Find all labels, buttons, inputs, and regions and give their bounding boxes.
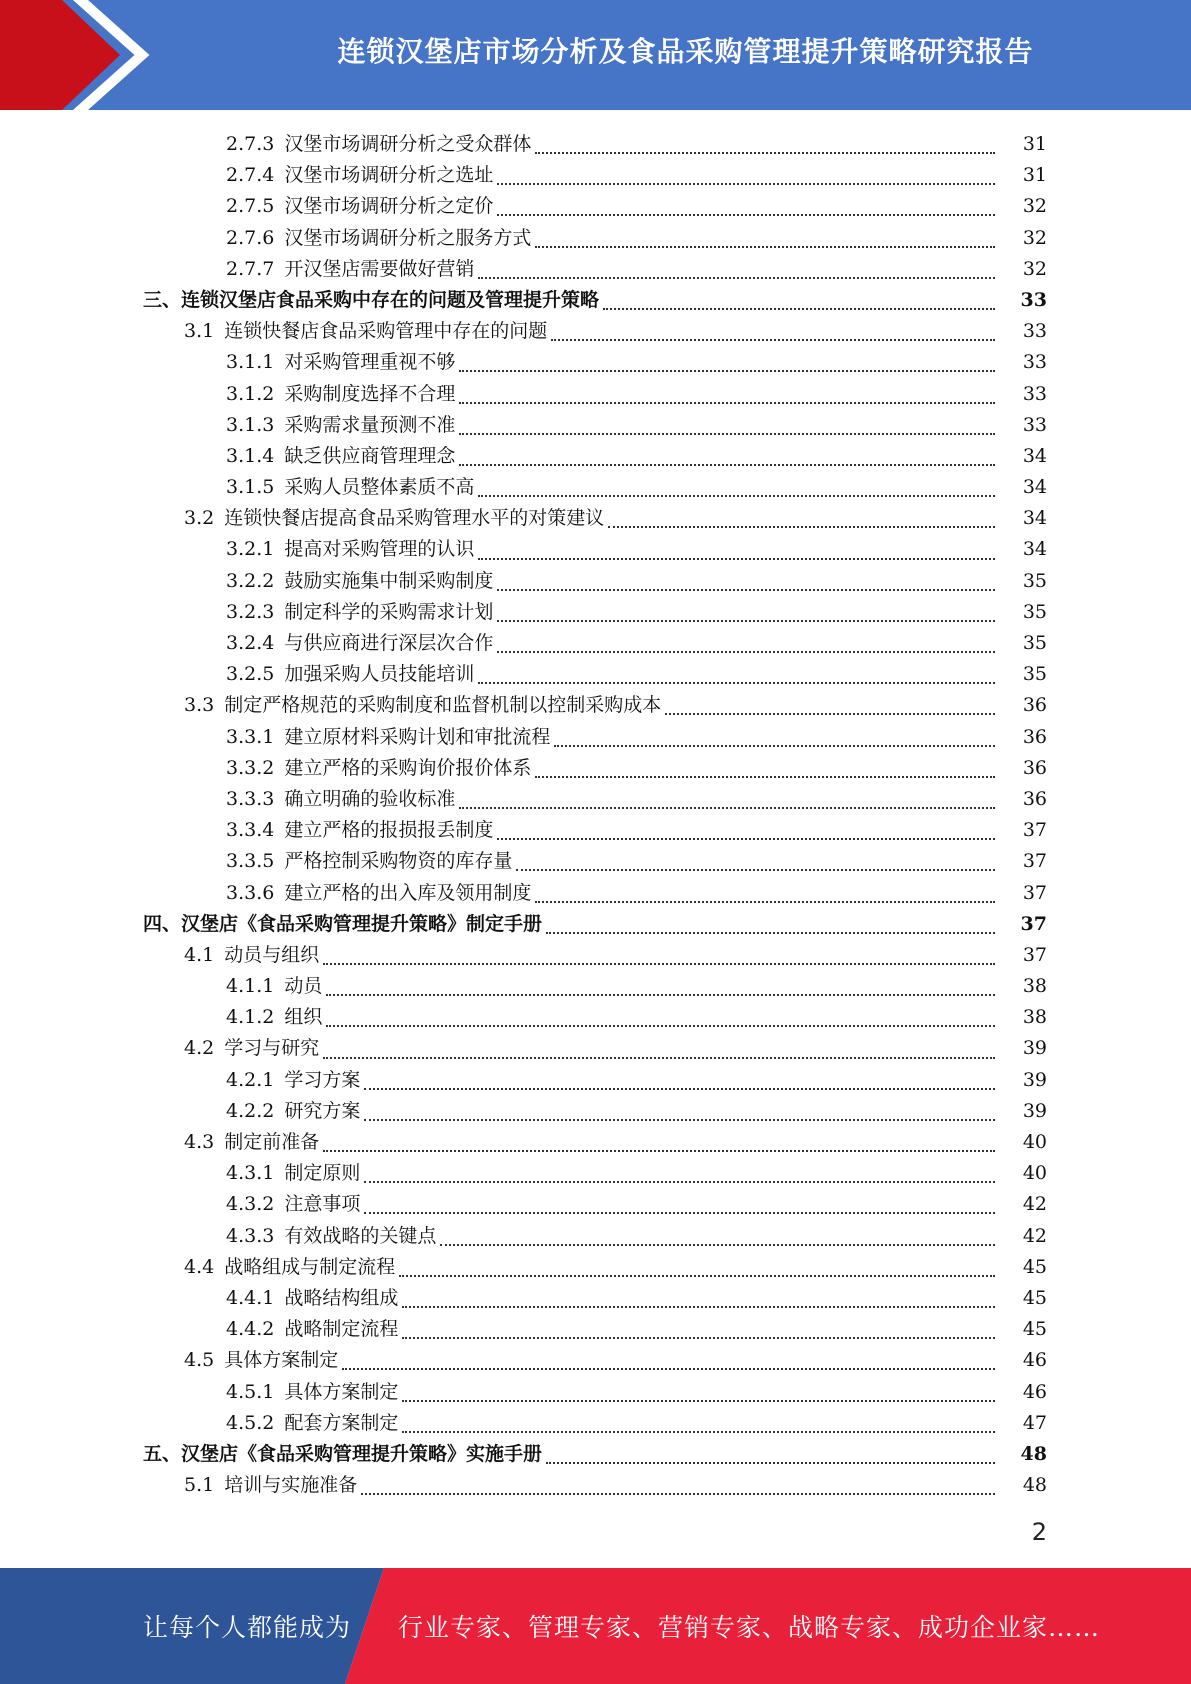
toc-entry-title: 采购人员整体素质不高 — [284, 476, 475, 499]
toc-dot-leader — [516, 868, 995, 871]
toc-entry-number: 4.2.1 — [226, 1068, 275, 1091]
toc-entry-number: 3.2.2 — [226, 569, 275, 592]
toc-entry-page: 33 — [995, 379, 1047, 410]
toc-entry-number: 4.3.3 — [226, 1224, 275, 1247]
toc-entry-number: 4.4.1 — [226, 1286, 275, 1309]
toc-entry-title: 学习方案 — [284, 1068, 361, 1091]
toc-entry-number: 3.2.3 — [226, 600, 275, 623]
toc-entry[interactable] — [0, 1002, 1191, 1033]
toc-dot-leader — [364, 1211, 995, 1214]
toc-entry[interactable] — [0, 1065, 1191, 1096]
toc-entry[interactable] — [0, 347, 1191, 378]
toc-entry[interactable] — [0, 1377, 1191, 1408]
toc-entry-title: 注意事项 — [284, 1193, 361, 1216]
toc-entry-page: 45 — [995, 1252, 1047, 1283]
toc-entry-title: 三、连锁汉堡店食品采购中存在的问题及管理提升策略 — [143, 288, 600, 311]
toc-entry-page: 34 — [995, 534, 1047, 565]
toc-entry-title: 培训与实施准备 — [224, 1474, 358, 1497]
toc-entry-page: 42 — [995, 1221, 1047, 1252]
toc-dot-leader — [326, 993, 995, 996]
toc-dot-leader — [603, 307, 995, 310]
toc-entry-number: 2.7.4 — [226, 164, 275, 187]
toc-dot-leader — [323, 1149, 995, 1152]
toc-entry[interactable] — [0, 1408, 1191, 1439]
toc-entry-number: 3.2.1 — [226, 538, 275, 561]
toc-entry-page: 48 — [995, 1470, 1047, 1501]
toc-entry-page: 32 — [995, 254, 1047, 285]
toc-entry[interactable] — [0, 1252, 1191, 1283]
toc-dot-leader — [608, 525, 995, 528]
toc-entry-number: 4.3.2 — [226, 1193, 275, 1216]
toc-entry-page: 32 — [995, 191, 1047, 222]
toc-entry-number: 3.2.5 — [226, 663, 275, 686]
toc-entry-number: 4.2.2 — [226, 1099, 275, 1122]
toc-dot-leader — [364, 1118, 995, 1121]
toc-entry[interactable] — [0, 379, 1191, 410]
toc-entry-number: 3.1.1 — [226, 351, 275, 374]
toc-entry-title: 采购制度选择不合理 — [284, 382, 456, 405]
toc-entry-number: 3.1.2 — [226, 382, 275, 405]
toc-entry-title: 研究方案 — [284, 1099, 361, 1122]
toc-entry-title: 具体方案制定 — [284, 1380, 399, 1403]
toc-dot-leader — [342, 1367, 995, 1370]
toc-entry-page: 31 — [995, 160, 1047, 191]
header-band — [0, 0, 1191, 110]
toc-entry-title: 建立原材料采购计划和审批流程 — [284, 725, 551, 748]
toc-entry-number: 3.1.4 — [226, 444, 275, 467]
toc-entry-number: 3.1.3 — [226, 413, 275, 436]
toc-entry-number: 4.3.1 — [226, 1162, 275, 1185]
toc-entry-number: 4.1.1 — [226, 975, 275, 998]
toc-entry-page: 37 — [995, 846, 1047, 877]
toc-entry-title: 四、汉堡店《食品采购管理提升策略》制定手册 — [143, 912, 543, 935]
toc-entry-page: 38 — [995, 1002, 1047, 1033]
toc-entry-title: 开汉堡店需要做好营销 — [284, 257, 475, 280]
toc-entry-page: 33 — [995, 316, 1047, 347]
toc-entry-number: 3.2 — [184, 507, 215, 530]
toc-dot-leader — [478, 276, 995, 279]
toc-entry-title: 连锁快餐店食品采购管理中存在的问题 — [224, 320, 548, 343]
toc-entry-number: 4.4 — [184, 1255, 215, 1278]
toc-entry[interactable] — [0, 1096, 1191, 1127]
toc-entry-number: 2.7.6 — [226, 226, 275, 249]
toc-entry-page: 34 — [995, 472, 1047, 503]
toc-entry-title: 制定严格规范的采购制度和监督机制以控制采购成本 — [224, 694, 662, 717]
toc-entry-number: 3.3.6 — [226, 881, 275, 904]
toc-entry-page: 39 — [995, 1096, 1047, 1127]
toc-entry-page: 40 — [995, 1127, 1047, 1158]
toc-entry-page: 45 — [995, 1314, 1047, 1345]
toc-dot-leader — [364, 1087, 995, 1090]
toc-entry[interactable] — [0, 878, 1191, 909]
toc-entry-page: 34 — [995, 441, 1047, 472]
toc-entry[interactable] — [0, 566, 1191, 597]
toc-entry[interactable] — [0, 659, 1191, 690]
toc-entry-title: 动员与组织 — [224, 943, 320, 966]
toc-entry[interactable] — [0, 753, 1191, 784]
toc-dot-leader — [546, 931, 995, 934]
toc-entry-title: 学习与研究 — [224, 1037, 320, 1060]
toc-entry-page: 31 — [995, 129, 1047, 160]
toc-entry-title: 加强采购人员技能培训 — [284, 663, 475, 686]
toc-entry[interactable] — [0, 1345, 1191, 1376]
toc-entry-number: 5.1 — [184, 1474, 215, 1497]
toc-dot-leader — [402, 1305, 995, 1308]
toc-dot-leader — [535, 151, 995, 154]
toc-entry-number: 4.1 — [184, 943, 215, 966]
toc-entry-title: 鼓励实施集中制采购制度 — [284, 569, 494, 592]
toc-entry[interactable] — [0, 410, 1191, 441]
toc-entry-title: 制定原则 — [284, 1162, 361, 1185]
toc-entry[interactable] — [0, 316, 1191, 347]
toc-entry-title: 组织 — [284, 1006, 323, 1029]
toc-dot-leader — [399, 1274, 995, 1277]
toc-entry-title: 制定科学的采购需求计划 — [284, 600, 494, 623]
toc-entry-page: 36 — [995, 784, 1047, 815]
toc-entry[interactable] — [0, 1283, 1191, 1314]
toc-entry-title: 汉堡市场调研分析之定价 — [284, 195, 494, 218]
toc-entry-title: 采购需求量预测不准 — [284, 413, 456, 436]
toc-dot-leader — [478, 494, 995, 497]
toc-entry-number: 2.7.3 — [226, 133, 275, 155]
toc-entry-title: 战略结构组成 — [284, 1286, 399, 1309]
toc-entry-page: 37 — [995, 909, 1047, 940]
toc-entry-title: 五、汉堡店《食品采购管理提升策略》实施手册 — [143, 1442, 543, 1465]
toc-entry[interactable] — [0, 191, 1191, 222]
toc-entry-title: 建立严格的报损报丢制度 — [284, 819, 494, 842]
toc-entry[interactable] — [0, 1221, 1191, 1252]
toc-entry-number: 3.1 — [184, 320, 215, 343]
toc-dot-leader — [546, 1461, 995, 1464]
toc-entry-number: 3.3 — [184, 694, 215, 717]
toc-entry[interactable] — [0, 940, 1191, 971]
toc-entry[interactable] — [0, 441, 1191, 472]
toc-entry[interactable] — [0, 223, 1191, 254]
toc-entry[interactable] — [0, 1439, 1191, 1470]
toc-entry[interactable] — [0, 1033, 1191, 1064]
toc-entry-page: 40 — [995, 1158, 1047, 1189]
toc-entry-page: 39 — [995, 1065, 1047, 1096]
toc-entry[interactable] — [0, 971, 1191, 1002]
toc-entry[interactable] — [0, 1127, 1191, 1158]
toc-entry-page: 35 — [995, 628, 1047, 659]
toc-entry-page: 33 — [995, 410, 1047, 441]
toc-entry[interactable] — [0, 534, 1191, 565]
toc-entry-number: 4.3 — [184, 1131, 215, 1153]
toc-dot-leader — [665, 712, 995, 715]
toc-dot-leader — [535, 900, 995, 903]
toc-entry-page: 46 — [995, 1377, 1047, 1408]
toc-entry[interactable] — [0, 254, 1191, 285]
page-number: 2 — [1031, 1518, 1047, 1546]
table-of-contents — [0, 129, 1191, 1501]
toc-entry-title: 战略制定流程 — [284, 1318, 399, 1341]
footer-band — [0, 1568, 1191, 1684]
toc-entry-title: 制定前准备 — [224, 1131, 320, 1153]
toc-dot-leader — [364, 1180, 995, 1183]
toc-entry-title: 配套方案制定 — [284, 1411, 399, 1434]
toc-entry-page: 32 — [995, 223, 1047, 254]
toc-entry-page: 39 — [995, 1033, 1047, 1064]
toc-entry-title: 确立明确的验收标准 — [284, 787, 456, 810]
toc-entry-number: 2.7.5 — [226, 195, 275, 218]
toc-dot-leader — [497, 213, 995, 216]
toc-entry[interactable] — [0, 503, 1191, 534]
toc-entry-number: 3.3.5 — [226, 850, 275, 873]
toc-entry-title: 严格控制采购物资的库存量 — [284, 850, 513, 873]
toc-entry[interactable] — [0, 690, 1191, 721]
footer-slogan-right: 行业专家、管理专家、营销专家、战略专家、成功企业家…… — [398, 1613, 1101, 1642]
toc-entry[interactable] — [0, 784, 1191, 815]
toc-entry-page: 36 — [995, 753, 1047, 784]
footer-slogan-left: 让每个人都能成为 — [143, 1613, 352, 1642]
toc-entry[interactable] — [0, 722, 1191, 753]
toc-entry[interactable] — [0, 1158, 1191, 1189]
toc-dot-leader — [478, 557, 995, 560]
toc-entry-title: 具体方案制定 — [224, 1349, 339, 1372]
toc-entry[interactable] — [0, 628, 1191, 659]
toc-entry-page: 35 — [995, 597, 1047, 628]
toc-entry-page: 37 — [995, 878, 1047, 909]
toc-dot-leader — [497, 619, 995, 622]
toc-entry[interactable] — [0, 909, 1191, 940]
toc-entry-title: 汉堡市场调研分析之服务方式 — [284, 226, 532, 249]
toc-entry-page: 42 — [995, 1189, 1047, 1220]
toc-entry-page: 47 — [995, 1408, 1047, 1439]
toc-entry-page: 36 — [995, 722, 1047, 753]
toc-entry-title: 与供应商进行深层次合作 — [284, 632, 494, 654]
toc-dot-leader — [326, 1024, 995, 1027]
toc-dot-leader — [459, 369, 995, 372]
toc-dot-leader — [535, 775, 995, 778]
toc-dot-leader — [440, 1243, 995, 1246]
toc-dot-leader — [459, 401, 995, 404]
toc-dot-leader — [497, 588, 995, 591]
toc-entry-page: 45 — [995, 1283, 1047, 1314]
toc-dot-leader — [459, 463, 995, 466]
toc-dot-leader — [361, 1492, 995, 1495]
toc-entry-number: 4.4.2 — [226, 1318, 275, 1341]
toc-entry-page: 37 — [995, 940, 1047, 971]
toc-entry-title: 对采购管理重视不够 — [284, 351, 456, 374]
toc-entry-title: 建立严格的出入库及领用制度 — [284, 881, 532, 904]
toc-entry-title: 提高对采购管理的认识 — [284, 538, 475, 561]
toc-entry[interactable] — [0, 160, 1191, 191]
toc-dot-leader — [497, 182, 995, 185]
toc-entry-number: 3.3.3 — [226, 787, 275, 810]
toc-dot-leader — [323, 962, 995, 965]
toc-dot-leader — [497, 837, 995, 840]
toc-entry[interactable] — [0, 815, 1191, 846]
toc-entry-page: 37 — [995, 815, 1047, 846]
toc-entry-page: 46 — [995, 1345, 1047, 1376]
toc-entry-number: 4.1.2 — [226, 1006, 275, 1029]
toc-entry-title: 缺乏供应商管理理念 — [284, 444, 456, 467]
toc-entry-number: 4.5.1 — [226, 1380, 275, 1403]
toc-entry-number: 3.3.2 — [226, 756, 275, 779]
toc-entry[interactable] — [0, 472, 1191, 503]
toc-entry[interactable] — [0, 597, 1191, 628]
toc-entry-title: 汉堡市场调研分析之选址 — [284, 164, 494, 187]
toc-entry[interactable] — [0, 1314, 1191, 1345]
toc-entry-number: 3.1.5 — [226, 476, 275, 499]
toc-entry-number: 4.5 — [184, 1349, 215, 1372]
toc-entry-page: 38 — [995, 971, 1047, 1002]
toc-entry-number: 3.2.4 — [226, 632, 275, 654]
toc-dot-leader — [497, 650, 995, 653]
toc-entry[interactable] — [0, 285, 1191, 316]
toc-entry-page: 36 — [995, 690, 1047, 721]
toc-entry-page: 34 — [995, 503, 1047, 534]
toc-entry-page: 35 — [995, 566, 1047, 597]
toc-entry-title: 战略组成与制定流程 — [224, 1255, 396, 1278]
report-title: 连锁汉堡店市场分析及食品采购管理提升策略研究报告 — [337, 35, 1034, 68]
toc-entry-title: 连锁快餐店提高食品采购管理水平的对策建议 — [224, 507, 605, 530]
toc-entry-number: 3.3.1 — [226, 725, 275, 748]
toc-entry-number: 2.7.7 — [226, 257, 275, 280]
toc-dot-leader — [478, 681, 995, 684]
toc-entry-title: 有效战略的关键点 — [284, 1224, 437, 1247]
toc-entry[interactable] — [0, 1470, 1191, 1501]
toc-dot-leader — [551, 338, 995, 341]
toc-entry-title: 动员 — [284, 975, 323, 998]
toc-dot-leader — [554, 744, 995, 747]
toc-entry-number: 4.2 — [184, 1037, 215, 1060]
toc-entry[interactable] — [0, 1189, 1191, 1220]
toc-entry-title: 汉堡市场调研分析之受众群体 — [284, 133, 532, 155]
toc-dot-leader — [535, 245, 995, 248]
toc-entry-page: 33 — [995, 285, 1047, 316]
toc-entry-number: 4.5.2 — [226, 1411, 275, 1434]
toc-dot-leader — [402, 1430, 995, 1433]
toc-dot-leader — [459, 806, 995, 809]
toc-entry-number: 3.3.4 — [226, 819, 275, 842]
toc-entry[interactable] — [0, 129, 1191, 160]
toc-entry-page: 33 — [995, 347, 1047, 378]
toc-dot-leader — [402, 1399, 995, 1402]
toc-dot-leader — [459, 432, 995, 435]
toc-entry[interactable] — [0, 846, 1191, 877]
toc-dot-leader — [323, 1056, 995, 1059]
toc-entry-page: 35 — [995, 659, 1047, 690]
toc-entry-title: 建立严格的采购询价报价体系 — [284, 756, 532, 779]
toc-dot-leader — [402, 1336, 995, 1339]
toc-entry-page: 48 — [995, 1439, 1047, 1470]
